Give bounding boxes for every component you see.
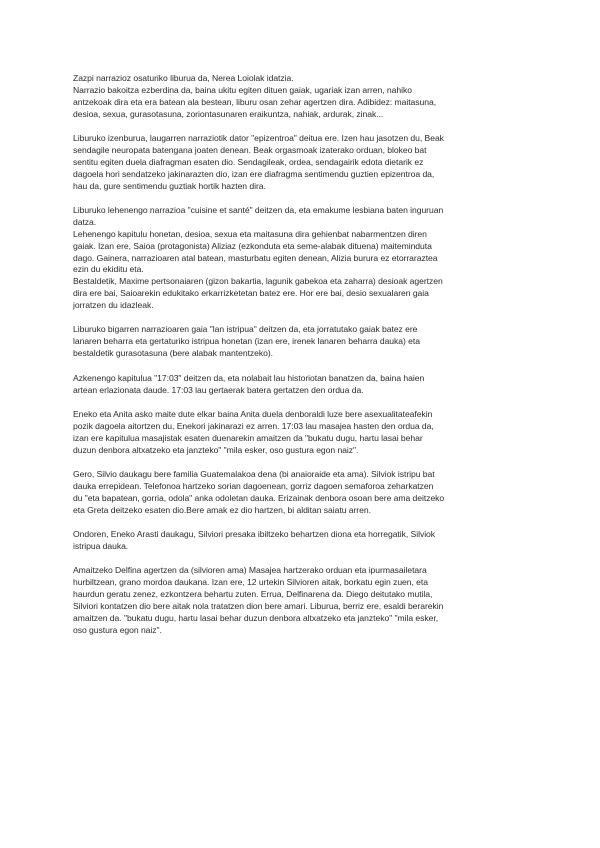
paragraph-gero-silvio bbox=[73, 469, 535, 517]
text-line: istripua dauka. bbox=[73, 540, 129, 551]
document-page bbox=[73, 73, 535, 649]
text-line: Zazpi narrazioz osaturiko liburua da, Nerea Loiolak idatzia. bbox=[73, 73, 294, 83]
paragraph-intro bbox=[73, 73, 535, 121]
text-line: jorratzen du idazleak. bbox=[73, 300, 154, 311]
text-line: gaiak. Izan ere, Saioa (protagonista) Aliziaz (ezkonduta eta seme-alabak dituena) maiteminduta bbox=[73, 240, 432, 251]
text-line: bestaldetik gurasotasuna (bere alabak mantentzeko). bbox=[73, 348, 274, 359]
text-line: dauka errepidean. Telefonoa hartzeko sorian dagoenean, gorriz dagoen semaforoa zeharkatzen bbox=[73, 480, 434, 491]
paragraph-azkenengo bbox=[73, 373, 535, 397]
paragraph-amaitzeko bbox=[73, 565, 535, 636]
paragraph-epizentroa bbox=[73, 133, 535, 193]
text-line: antzekoak dira eta era batean ala bestean, liburu osan zehar agertzen dira. Adibidez: maitasuna, bbox=[73, 96, 437, 107]
text-line: ezin du ekiditu eta. bbox=[73, 264, 144, 275]
text-line: sentitu egiten duela diafragman esaten dio. Sendagileak, ordea, sendagairik edota dietarik ez bbox=[73, 156, 424, 167]
text-line: Lehenengo kapitulu honetan, desioa, sexua eta maitasuna dira gehienbat nabarmentzen diren bbox=[73, 228, 427, 239]
text-line: izan ere kapitulua masajistak esaten duenarekin amaitzen da "bukatu dugu, hartu lasai behar bbox=[73, 432, 423, 443]
paragraph-cuisine bbox=[73, 205, 535, 312]
text-line: dira ere bai, Saioarekin edukitako erkarrizketetan batez ere. Hor ere bai, desio sexualaren gaia bbox=[73, 288, 429, 299]
text-line: pozik dagoela aitortzen du, Enekori jakinarazi ez arren. 17:03 lau masajea hasten den ordua da, bbox=[73, 420, 434, 431]
text-line: Bestaldetik, Maxime pertsonaiaren (gizon bakartia, lagunik gabekoa eta zaharra) desioak agertzen bbox=[73, 276, 443, 287]
text-line: hurbiltzean, grano mordoa daukana. Izan ere, 12 urtekin Silvioren aitak, borkatu egin zuen, eta bbox=[73, 576, 428, 587]
text-line: Liburuko izenburua, laugarren narraziotik dator "epizentroa" deitua ere. Izen hau jasotzen du, Beak bbox=[73, 133, 444, 144]
text-line: artean erlazionata daude. 17:03 lau gertaerak batera gertatzen den ordua da. bbox=[73, 384, 364, 395]
text-line: lanaren beharra eta gertaturiko istripua honetan (izan ere, irenek lanaren beharra dauka) eta bbox=[73, 336, 420, 347]
text-line: amaitzen da. "bukatu dugu, hartu lasai behar duzun denbora altxatzeko eta janzteko" "mila esker, bbox=[73, 612, 439, 623]
text-line: sendagile neuropata batengana joaten denean. Beak orgasmoak izaterako orduan, blokeo bat bbox=[73, 144, 427, 155]
text-line: Liburuko lehenengo narrazioa "cuisine et santé" deitzen da, eta emakume lesbiana baten inguruan bbox=[73, 204, 444, 215]
paragraph-ondoren bbox=[73, 529, 535, 553]
text-line: du "eta bapatean, gorria, odola" anka odoletan dauka. Erizainak denbora osoan bere ama deitzeko bbox=[73, 492, 445, 503]
text-line: Ondoren, Eneko Arasti daukagu, Silviori presaka ibiltzeko behartzen diona eta horregatik, Silviok bbox=[73, 528, 436, 539]
text-line: Narrazio bakoitza ezberdina da, baina ukitu egiten dituen gaiak, ugariak izan arren, nahiko bbox=[73, 84, 412, 95]
text-line: Gero, Silvio daukagu bere familia Guatemalakoa dena (bi anaioraide eta ama). Silviok istripu bat bbox=[73, 468, 435, 479]
text-line: Eneko eta Anita asko maite dute elkar baina Anita duela denboraldi luze bere asexualitateafekin bbox=[73, 408, 433, 419]
text-line: Amaitzeko Delfina agertzen da (silvioren ama) Masajea hartzerako orduan eta ipurmasailetara bbox=[73, 565, 427, 576]
text-line: desioa, sexua, gurasotasuna, zoriontasunaren eraikuntza, nahiak, ardurak, zinak... bbox=[73, 108, 384, 119]
text-line: hau da, gure sentimendu guztiak hortik hazten dira. bbox=[73, 180, 266, 191]
text-line: duzun denbora altxatzeko eta janzteko" "mila esker, oso gustura egon naiz". bbox=[73, 444, 359, 455]
paragraph-eneko-anita bbox=[73, 409, 535, 457]
paragraph-istripua bbox=[73, 324, 535, 360]
text-line: dagoela hori sendatzeko jakinarazten dio, izan ere diafragma sentimendu guztien epizentroa da, bbox=[73, 168, 435, 179]
text-line: dago. Gainera, narrazioaren atal batean, masturbatu egiten denean, Alizia burura ez etorraraztea bbox=[73, 252, 438, 263]
text-line: eta Greta deitzeko esaten dio.Bere amak ez dio hartzen, bi alditan saiatu arren. bbox=[73, 504, 371, 515]
text-line: haurdun geratu zenez, ezkontzera behartu zuten. Errua, Delfinarena da. Diego deitutako mutila, bbox=[73, 588, 433, 599]
text-line: Silviori kontatzen dio bere aitak nola tratatzen dion bere amari. Liburua, berriz ere, esaldi berarekin bbox=[73, 600, 444, 611]
text-line: datza. bbox=[73, 216, 97, 227]
text-line: Liburuko bigarren narrazioaren gaia "lan istripua" deitzen da, eta jorratutako gaiak batez ere bbox=[73, 324, 418, 335]
text-line: Azkenengo kapitulua "17:03" deitzen da, eta nolabait lau historiotan banatzen da, baina haien bbox=[73, 372, 425, 383]
text-line: oso gustura egon naiz". bbox=[73, 624, 162, 635]
